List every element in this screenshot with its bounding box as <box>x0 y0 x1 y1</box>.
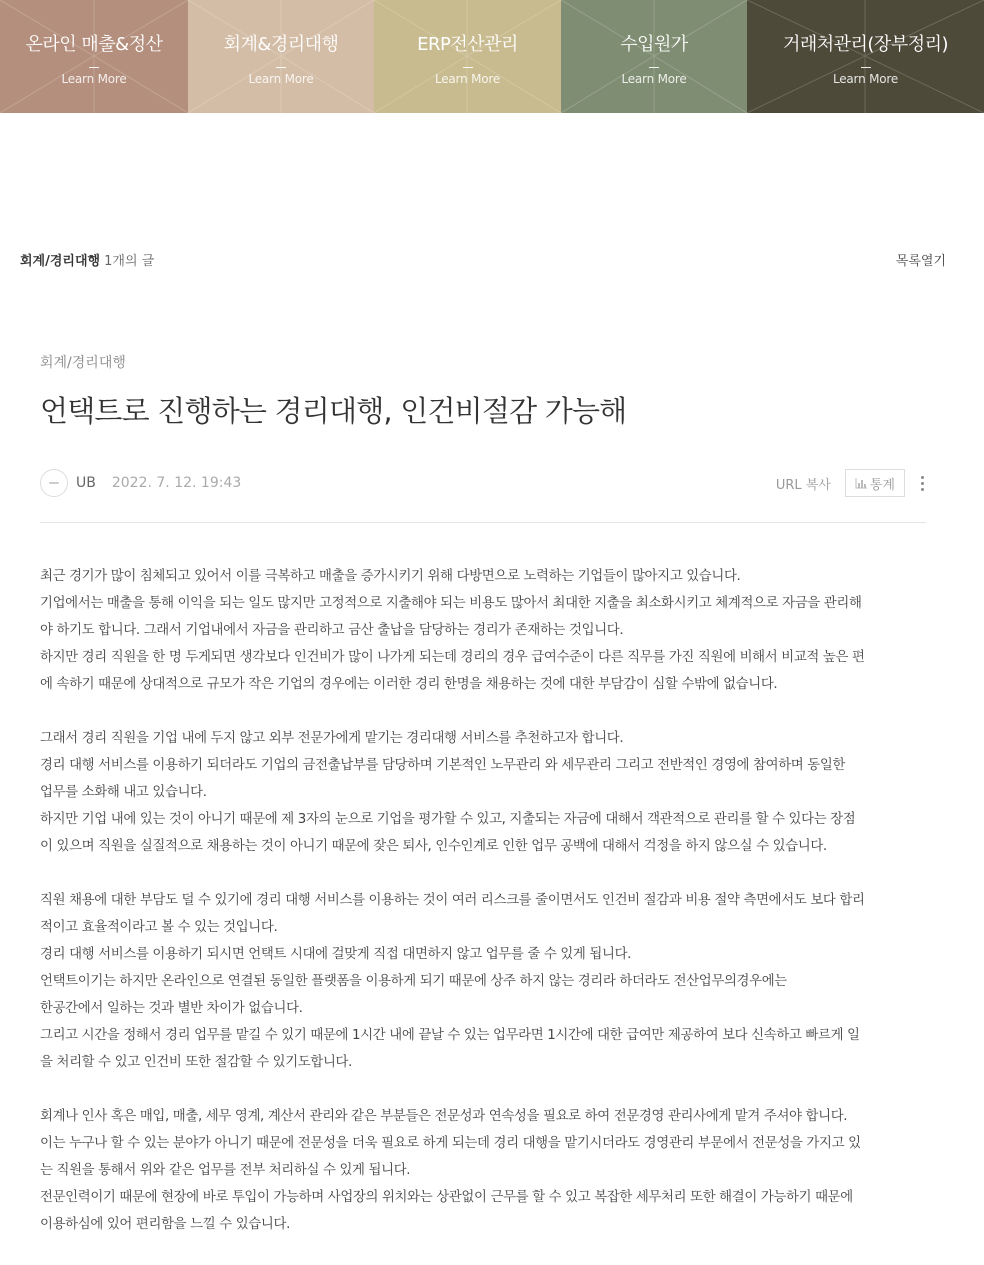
post-paragraph <box>40 1103 926 1238</box>
post-text-line: 이 있으며 직원을 실질적으로 채용하는 것이 아니기 때문에 잦은 퇴사, 인수인계로 인한 업무 공백에 대해서 걱정을 하지 않으실 수 있습니다. <box>40 839 827 854</box>
post-text-line: 업무를 소화해 내고 있습니다. <box>40 785 207 800</box>
post-text-line: 전문인력이기 때문에 현장에 바로 투입이 가능하며 사업장의 위치와는 상관없이 근무를 할 수 있고 복잡한 세무처리 또한 해결이 가능하기 때문에 <box>40 1190 853 1205</box>
nav-tile-vendor-management[interactable] <box>747 0 984 113</box>
statistics-label: 통계 <box>869 477 895 493</box>
nav-tile-label: 온라인 매출&정산 <box>25 34 163 55</box>
nav-tile-learn-more[interactable]: Learn More <box>621 72 687 86</box>
post-text-line: 에 속하기 때문에 상대적으로 규모가 작은 기업의 경우에는 이러한 경리 한명을 채용하는 것에 대한 부담감이 심할 수밖에 없습니다. <box>40 677 778 692</box>
post-text-line: 기업에서는 매출을 통해 이익을 되는 일도 많지만 고정적으로 지출해야 되는 비용도 많아서 최대한 지출을 최소화시키고 체계적으로 자금을 관리해 <box>40 596 862 611</box>
post-author[interactable]: UB <box>76 475 96 491</box>
list-open-button[interactable]: 목록열기 <box>895 254 946 269</box>
post-text-line: 직원 채용에 대한 부담도 덜 수 있기에 경리 대행 서비스를 이용하는 것이 여러 리스크를 줄이면서도 인건비 절감과 비용 절약 측면에서도 보다 합리 <box>40 893 865 908</box>
tile-pattern <box>561 0 747 113</box>
nav-tile-label: 회계&경리대행 <box>223 34 339 55</box>
post-text-line: 는 직원을 통해서 위와 같은 업무를 전부 처리하실 수 있게 됩니다. <box>40 1163 411 1178</box>
post-meta-left <box>40 469 241 497</box>
post-text-line: 을 처리할 수 있고 인건비 또한 절감할 수 있기도합니다. <box>40 1055 353 1070</box>
post-meta-right <box>776 469 926 497</box>
nav-tile-online-sales[interactable] <box>0 0 188 113</box>
meta-divider <box>40 522 926 523</box>
post-text-line: 한공간에서 일하는 것과 별반 차이가 없습니다. <box>40 1001 303 1016</box>
tile-pattern <box>747 0 984 113</box>
board-info <box>20 250 154 269</box>
post-paragraph <box>40 725 926 860</box>
nav-tile-dash <box>89 67 99 68</box>
statistics-button[interactable] <box>845 469 905 497</box>
nav-tile-import-cost[interactable] <box>561 0 747 113</box>
post-text-line: 하지만 기업 내에 있는 것이 아니기 때문에 제 3자의 눈으로 기업을 평가할 수 있고, 지출되는 자금에 대해서 객관적으로 관리를 할 수 있다는 장점 <box>40 812 856 827</box>
post-date: 2022. 7. 12. 19:43 <box>111 475 242 491</box>
post-text-line: 이는 누구나 할 수 있는 분야가 아니기 때문에 전문성을 더욱 필요로 하게 되는데 경리 대행을 맡기시더라도 경영관리 부문에서 전문성을 가지고 있 <box>40 1136 861 1151</box>
post-paragraph <box>40 563 926 698</box>
post-meta <box>40 458 926 508</box>
nav-tile-learn-more[interactable]: Learn More <box>434 72 501 86</box>
post-text-line: 그래서 경리 직원을 기업 내에 두지 않고 외부 전문가에게 맡기는 경리대행 서비스를 추천하고자 합니다. <box>40 731 624 746</box>
post-text-line: 경리 대행 서비스를 이용하기 되시면 언택트 시대에 걸맞게 직접 대면하지 않고 업무를 줄 수 있게 됩니다. <box>40 947 632 962</box>
url-copy-button[interactable]: URL 복사 <box>775 477 831 493</box>
post-text-line: 야 하기도 합니다. 그래서 기업내에서 자금을 관리하고 금산 출납을 담당하는 경리가 존재하는 것입니다. <box>40 623 624 638</box>
post-title: 언택트로 진행하는 경리대행, 인건비절감 가능해 <box>40 394 627 428</box>
top-navigation <box>0 0 984 113</box>
tile-pattern <box>188 0 374 113</box>
post-body <box>40 563 926 1238</box>
nav-tile-learn-more[interactable]: Learn More <box>832 72 899 86</box>
nav-tile-dash <box>276 67 286 68</box>
board-header <box>20 250 946 269</box>
post-text-line: 최근 경기가 많이 침체되고 있어서 이를 극복하고 매출을 증가시키기 위해 다방면으로 노력하는 기업들이 많아지고 있습니다. <box>40 569 741 584</box>
post-text-line: 이용하심에 있어 편리함을 느낄 수 있습니다. <box>40 1217 290 1232</box>
post <box>40 352 926 1265</box>
nav-tile-dash <box>861 67 871 68</box>
avatar[interactable] <box>40 469 68 497</box>
nav-tile-learn-more[interactable]: Learn More <box>61 72 127 86</box>
post-category[interactable]: 회계/경리대행 <box>40 355 126 371</box>
post-paragraph <box>40 887 926 1076</box>
nav-tile-accounting[interactable] <box>188 0 374 113</box>
tile-pattern <box>374 0 561 113</box>
more-options-icon[interactable] <box>919 476 926 491</box>
tile-pattern <box>0 0 188 113</box>
nav-tile-dash <box>649 67 659 68</box>
nav-tile-label: ERP전산관리 <box>417 34 518 55</box>
avatar-logo-icon <box>49 482 59 484</box>
post-text-line: 하지만 경리 직원을 한 명 두게되면 생각보다 인건비가 많이 나가게 되는데 경리의 경우 급여수준이 다른 직무를 가진 직원에 비해서 비교적 높은 편 <box>40 650 865 665</box>
nav-tile-erp[interactable] <box>374 0 561 113</box>
post-text-line: 회계나 인사 혹은 매입, 매출, 세무 영계, 계산서 관리와 같은 부분들은 전문성과 연속성을 필요로 하여 전문경영 관리사에게 맡겨 주셔야 합니다. <box>40 1109 848 1124</box>
nav-tile-label: 수입원가 <box>620 34 688 55</box>
board-post-count: 1개의 글 <box>104 254 155 269</box>
nav-tile-learn-more[interactable]: Learn More <box>248 72 314 86</box>
post-text-line: 경리 대행 서비스를 이용하기 되더라도 기업의 금전출납부를 담당하며 기본적인 노무관리 와 세무관리 그리고 전반적인 경영에 참여하며 동일한 <box>40 758 846 773</box>
nav-tile-label: 거래처관리(장부정리) <box>782 34 949 55</box>
post-text-line: 언택트이기는 하지만 온라인으로 연결된 동일한 플랫폼을 이용하게 되기 때문에 상주 하지 않는 경리라 하더라도 전산업무의경우에는 <box>40 974 787 989</box>
bar-chart-icon <box>855 478 867 489</box>
board-name[interactable]: 회계/경리대행 <box>20 254 101 269</box>
post-text-line: 적이고 효율적이라고 볼 수 있는 것입니다. <box>40 920 278 935</box>
post-text-line: 그리고 시간을 정해서 경리 업무를 맡길 수 있기 때문에 1시간 내에 끝날 수 있는 업무라면 1시간에 대한 급여만 제공하여 보다 신속하고 빠르게 일 <box>40 1028 860 1043</box>
nav-tile-dash <box>463 67 473 68</box>
